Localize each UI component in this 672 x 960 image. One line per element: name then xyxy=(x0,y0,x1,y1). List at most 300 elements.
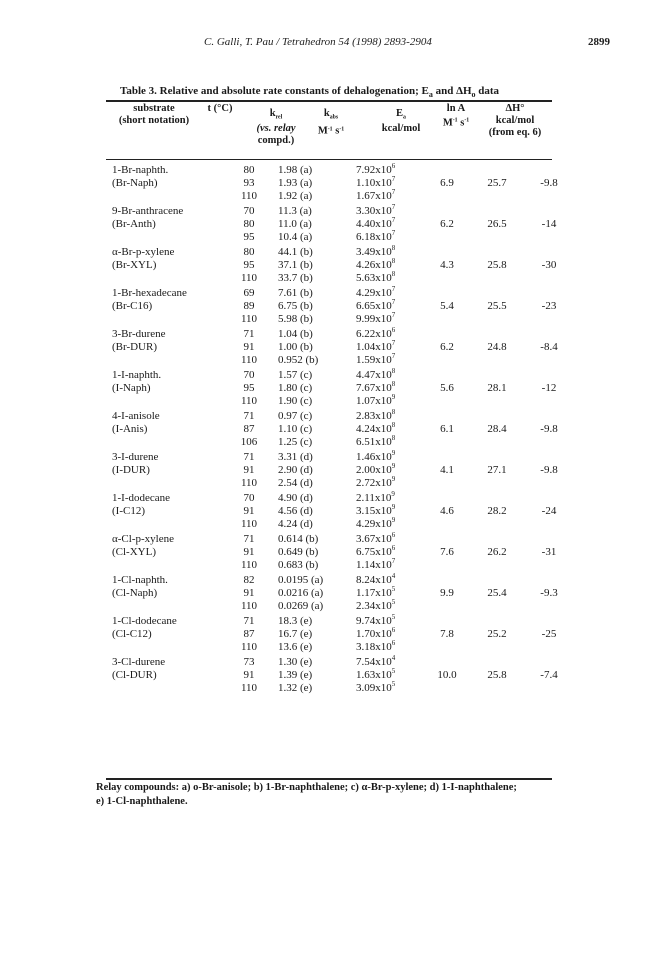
krel-cell: 3.31 (d) xyxy=(278,451,313,463)
temperature-cell: 91 xyxy=(243,505,255,517)
kabs-exponent: 8 xyxy=(391,257,396,265)
temperature-cell: 69 xyxy=(243,287,255,299)
krel-cell: 2.90 (d) xyxy=(278,464,313,476)
krel-cell: 0.614 (b) xyxy=(278,533,319,545)
dh-cell: -9.8 xyxy=(540,464,558,476)
krel-cell: 4.56 (d) xyxy=(278,505,313,517)
temperature-cell: 110 xyxy=(240,559,258,571)
dh-cell: -25 xyxy=(541,628,557,640)
temperature-cell: 70 xyxy=(243,369,255,381)
lna-empty xyxy=(472,600,522,613)
kabs-mantissa: 1.70x10 xyxy=(356,628,392,640)
dh-cell: -24 xyxy=(541,505,557,517)
ea-cell: 6.2 xyxy=(440,341,454,353)
temperature-cell: 91 xyxy=(243,669,255,681)
ea-cell: 6.9 xyxy=(440,177,454,189)
kabs-exponent: 6 xyxy=(391,544,396,552)
kabs-cell xyxy=(350,231,422,244)
temperature-cell: 89 xyxy=(243,300,255,312)
kabs-exponent: 8 xyxy=(391,270,396,278)
kabs-cell xyxy=(350,628,422,641)
lna-cell: 27.1 xyxy=(487,464,507,476)
table-row xyxy=(106,259,576,272)
dh-empty xyxy=(522,354,576,367)
table-row xyxy=(106,546,576,559)
kabs-cell xyxy=(350,341,422,354)
table-row xyxy=(106,628,576,641)
ea-empty xyxy=(422,244,472,259)
table-row xyxy=(106,272,576,285)
dh-cell: -9.8 xyxy=(540,423,558,435)
kabs-exponent: 7 xyxy=(391,557,396,565)
kabs-mantissa: 4.26x10 xyxy=(356,259,392,271)
table-row xyxy=(106,423,576,436)
temperature-cell: 87 xyxy=(243,423,255,435)
ea-cell: 4.6 xyxy=(440,505,454,517)
table-row xyxy=(106,436,576,449)
ea-empty xyxy=(422,449,472,464)
kabs-mantissa: 2.83x10 xyxy=(356,410,392,422)
lna-cell: 25.2 xyxy=(487,628,507,640)
kabs-cell xyxy=(350,218,422,231)
table-row xyxy=(106,654,576,669)
dh-cell: -9.3 xyxy=(540,587,558,599)
dh-empty xyxy=(522,203,576,218)
ea-cell: 7.8 xyxy=(440,628,454,640)
kabs-exponent: 8 xyxy=(391,421,396,429)
kabs-exponent: 4 xyxy=(391,572,396,580)
substrate-empty xyxy=(106,600,232,613)
table-row xyxy=(106,490,576,505)
kabs-exponent: 9 xyxy=(391,503,396,511)
kabs-cell xyxy=(350,669,422,682)
ea-empty xyxy=(422,203,472,218)
lna-cell: 25.5 xyxy=(487,300,507,312)
kabs-cell xyxy=(350,654,422,669)
lna-cell: 28.1 xyxy=(487,382,507,394)
kabs-mantissa: 1.07x10 xyxy=(356,395,392,407)
substrate-empty xyxy=(106,313,232,326)
kabs-cell xyxy=(350,518,422,531)
kabs-cell xyxy=(350,382,422,395)
header-substrate: substrate (short notation) xyxy=(118,103,190,126)
substrate-empty xyxy=(106,518,232,531)
kabs-mantissa: 8.24x10 xyxy=(356,574,392,586)
ea-cell: 6.1 xyxy=(440,423,454,435)
temperature-cell: 95 xyxy=(243,259,255,271)
substrate-short: (Br-Anth) xyxy=(112,218,156,230)
kabs-exponent: 8 xyxy=(391,408,396,416)
ea-empty xyxy=(422,490,472,505)
krel-cell: 1.90 (c) xyxy=(278,395,313,407)
substrate-empty xyxy=(106,272,232,285)
temperature-cell: 87 xyxy=(243,628,255,640)
substrate-empty xyxy=(106,682,232,695)
dh-cell: -12 xyxy=(541,382,557,394)
lna-empty xyxy=(472,490,522,505)
temperature-cell: 110 xyxy=(240,272,258,284)
lna-cell: 25.4 xyxy=(487,587,507,599)
temperature-cell: 110 xyxy=(240,477,258,489)
table-caption: Table 3. Relative and absolute rate constants of dehalogenation; $E_a$ and $\Delta H_o$ data xyxy=(120,85,500,100)
substrate-name: 1-I-naphth. xyxy=(112,369,162,381)
temperature-cell: 80 xyxy=(243,218,255,230)
substrate-short: (Br-XYL) xyxy=(112,259,157,271)
kabs-mantissa: 1.46x10 xyxy=(356,451,392,463)
kabs-mantissa: 6.22x10 xyxy=(356,328,392,340)
temperature-cell: 71 xyxy=(243,533,255,545)
kabs-cell xyxy=(350,162,422,177)
ea-empty xyxy=(422,231,472,244)
ea-empty xyxy=(422,285,472,300)
dh-empty xyxy=(522,244,576,259)
bottom-rule xyxy=(106,778,552,780)
lna-empty xyxy=(472,531,522,546)
temperature-cell: 91 xyxy=(243,587,255,599)
table-row xyxy=(106,382,576,395)
kabs-exponent: 9 xyxy=(391,475,396,483)
header-dh: ΔH° kcal/mol (from eq. 6) xyxy=(488,103,542,138)
substrate-empty xyxy=(106,559,232,572)
kabs-mantissa: 3.67x10 xyxy=(356,533,392,545)
lna-empty xyxy=(472,395,522,408)
table-row xyxy=(106,641,576,654)
kabs-mantissa: 1.14x10 xyxy=(356,559,392,571)
table-row xyxy=(106,300,576,313)
header-kabs: $k_{abs}$ $M^{-1}$ $s^{-1}$ xyxy=(317,108,345,137)
kabs-mantissa: 6.51x10 xyxy=(356,436,392,448)
krel-cell: 7.61 (b) xyxy=(278,287,313,299)
temperature-cell: 73 xyxy=(243,656,255,668)
substrate-name: 1-Br-hexadecane xyxy=(112,287,187,299)
temperature-cell: 91 xyxy=(243,464,255,476)
kabs-mantissa: 7.92x10 xyxy=(356,164,392,176)
krel-cell: 0.683 (b) xyxy=(278,559,319,571)
substrate-short: (Cl-DUR) xyxy=(112,669,157,681)
header-temperature: t (°C) xyxy=(207,103,233,114)
ea-empty xyxy=(422,272,472,285)
kabs-exponent: 9 xyxy=(391,462,396,470)
substrate-empty xyxy=(106,477,232,490)
ea-empty xyxy=(422,367,472,382)
table-row xyxy=(106,613,576,628)
kabs-cell xyxy=(350,559,422,572)
krel-cell: 0.0195 (a) xyxy=(278,574,324,586)
kabs-mantissa: 2.72x10 xyxy=(356,477,392,489)
kabs-cell xyxy=(350,464,422,477)
ea-empty xyxy=(422,641,472,654)
dh-empty xyxy=(522,613,576,628)
krel-cell: 0.0269 (a) xyxy=(278,600,324,612)
krel-cell: 33.7 (b) xyxy=(278,272,313,284)
substrate-empty xyxy=(106,436,232,449)
table-row xyxy=(106,682,576,695)
ea-empty xyxy=(422,162,472,177)
temperature-cell: 110 xyxy=(240,190,258,202)
dh-empty xyxy=(522,190,576,203)
krel-cell: 13.6 (e) xyxy=(278,641,313,653)
kabs-mantissa: 5.63x10 xyxy=(356,272,392,284)
footnote-line: e) 1-Cl-naphthalene. xyxy=(96,796,188,807)
header-ea: $E_a$ kcal/mol xyxy=(381,108,421,135)
kabs-exponent: 7 xyxy=(391,203,396,211)
temperature-cell: 71 xyxy=(243,615,255,627)
kabs-cell xyxy=(350,259,422,272)
kabs-exponent: 7 xyxy=(391,339,396,347)
lna-empty xyxy=(472,203,522,218)
lna-empty xyxy=(472,231,522,244)
substrate-short: (Cl-Naph) xyxy=(112,587,158,599)
lna-empty xyxy=(472,682,522,695)
kabs-exponent: 7 xyxy=(391,216,396,224)
ea-cell: 6.2 xyxy=(440,218,454,230)
kabs-cell xyxy=(350,203,422,218)
dh-cell: -30 xyxy=(541,259,557,271)
kabs-mantissa: 1.10x10 xyxy=(356,177,392,189)
kabs-cell xyxy=(350,395,422,408)
temperature-cell: 70 xyxy=(243,492,255,504)
table-row xyxy=(106,600,576,613)
dh-empty xyxy=(522,531,576,546)
dh-empty xyxy=(522,559,576,572)
kabs-exponent: 9 xyxy=(391,490,395,498)
table-row xyxy=(106,162,576,177)
kabs-cell xyxy=(350,477,422,490)
dh-cell: -8.4 xyxy=(540,341,558,353)
kabs-cell xyxy=(350,505,422,518)
kabs-cell xyxy=(350,326,422,341)
lna-empty xyxy=(472,613,522,628)
substrate-empty xyxy=(106,190,232,203)
kabs-mantissa: 7.67x10 xyxy=(356,382,392,394)
kabs-cell xyxy=(350,285,422,300)
kabs-mantissa: 3.18x10 xyxy=(356,641,392,653)
kabs-cell xyxy=(350,190,422,203)
rate-constant-table xyxy=(106,162,576,695)
table-row xyxy=(106,464,576,477)
lna-empty xyxy=(472,354,522,367)
kabs-cell xyxy=(350,367,422,382)
kabs-exponent: 5 xyxy=(391,680,396,688)
kabs-mantissa: 9.74x10 xyxy=(356,615,392,627)
header-lna: ln A $M^{-1}$ $s^{-1}$ xyxy=(442,103,470,129)
dh-empty xyxy=(522,477,576,490)
table-row xyxy=(106,518,576,531)
substrate-empty xyxy=(106,231,232,244)
krel-cell: 1.25 (c) xyxy=(278,436,313,448)
substrate-name: 1-Cl-dodecane xyxy=(112,615,177,627)
kabs-exponent: 8 xyxy=(391,244,396,252)
kabs-mantissa: 6.18x10 xyxy=(356,231,392,243)
kabs-exponent: 5 xyxy=(391,585,396,593)
ea-cell: 10.0 xyxy=(437,669,457,681)
krel-cell: 1.00 (b) xyxy=(278,341,313,353)
substrate-name: 3-I-durene xyxy=(112,451,159,463)
kabs-mantissa: 3.09x10 xyxy=(356,682,392,694)
temperature-cell: 110 xyxy=(240,600,258,612)
lna-empty xyxy=(472,408,522,423)
temperature-cell: 110 xyxy=(240,313,258,325)
header-rule xyxy=(106,159,552,160)
temperature-cell: 110 xyxy=(240,641,258,653)
table-row xyxy=(106,218,576,231)
dh-empty xyxy=(522,518,576,531)
lna-empty xyxy=(472,285,522,300)
substrate-name: 3-Br-durene xyxy=(112,328,166,340)
kabs-mantissa: 1.04x10 xyxy=(356,341,392,353)
kabs-mantissa: 3.49x10 xyxy=(356,246,392,258)
kabs-exponent: 8 xyxy=(391,434,396,442)
kabs-exponent: 9 xyxy=(391,449,396,457)
table-row xyxy=(106,587,576,600)
kabs-mantissa: 1.59x10 xyxy=(356,354,392,366)
substrate-name: 9-Br-anthracene xyxy=(112,205,184,217)
dh-empty xyxy=(522,272,576,285)
kabs-cell xyxy=(350,682,422,695)
lna-empty xyxy=(472,654,522,669)
dh-empty xyxy=(522,367,576,382)
table-row xyxy=(106,531,576,546)
ea-empty xyxy=(422,477,472,490)
substrate-name: 4-I-anisole xyxy=(112,410,160,422)
dh-empty xyxy=(522,326,576,341)
table-row xyxy=(106,408,576,423)
substrate-name: 1-Cl-naphth. xyxy=(112,574,168,586)
dh-cell: -9.8 xyxy=(540,177,558,189)
ea-empty xyxy=(422,518,472,531)
table-row xyxy=(106,505,576,518)
kabs-cell xyxy=(350,587,422,600)
kabs-cell xyxy=(350,490,422,505)
lna-empty xyxy=(472,162,522,177)
kabs-cell xyxy=(350,244,422,259)
substrate-short: (I-Naph) xyxy=(112,382,151,394)
substrate-empty xyxy=(106,354,232,367)
kabs-mantissa: 7.54x10 xyxy=(356,656,392,668)
dh-empty xyxy=(522,572,576,587)
krel-cell: 37.1 (b) xyxy=(278,259,313,271)
substrate-empty xyxy=(106,641,232,654)
dh-empty xyxy=(522,600,576,613)
substrate-short: (I-C12) xyxy=(112,505,145,517)
kabs-exponent: 6 xyxy=(391,162,396,170)
kabs-mantissa: 2.11x10 xyxy=(356,492,392,504)
lna-empty xyxy=(472,272,522,285)
kabs-mantissa: 2.00x10 xyxy=(356,464,392,476)
lna-cell: 24.8 xyxy=(487,341,507,353)
kabs-exponent: 7 xyxy=(391,311,396,319)
ea-empty xyxy=(422,395,472,408)
table-row xyxy=(106,354,576,367)
kabs-mantissa: 3.15x10 xyxy=(356,505,392,517)
ea-empty xyxy=(422,408,472,423)
krel-cell: 0.97 (c) xyxy=(278,410,313,422)
lna-empty xyxy=(472,559,522,572)
kabs-mantissa: 1.67x10 xyxy=(356,190,392,202)
ea-empty xyxy=(422,313,472,326)
kabs-exponent: 6 xyxy=(391,326,396,334)
lna-empty xyxy=(472,449,522,464)
krel-cell: 1.57 (c) xyxy=(278,369,313,381)
kabs-exponent: 6 xyxy=(391,531,396,539)
ea-empty xyxy=(422,326,472,341)
ea-cell: 7.6 xyxy=(440,546,454,558)
lna-cell: 26.5 xyxy=(487,218,507,230)
temperature-cell: 71 xyxy=(243,451,255,463)
table-row xyxy=(106,244,576,259)
dh-cell: -7.4 xyxy=(540,669,558,681)
kabs-mantissa: 4.47x10 xyxy=(356,369,392,381)
krel-cell: 1.30 (e) xyxy=(278,656,313,668)
substrate-short: (Cl-XYL) xyxy=(112,546,156,558)
table-row xyxy=(106,190,576,203)
krel-cell: 1.04 (b) xyxy=(278,328,313,340)
dh-empty xyxy=(522,436,576,449)
substrate-short: (Br-C16) xyxy=(112,300,153,312)
kabs-mantissa: 4.29x10 xyxy=(356,518,392,530)
krel-cell: 4.90 (d) xyxy=(278,492,313,504)
temperature-cell: 93 xyxy=(243,177,255,189)
table-row xyxy=(106,367,576,382)
substrate-short: (I-Anis) xyxy=(112,423,148,435)
krel-cell: 0.952 (b) xyxy=(278,354,319,366)
kabs-cell xyxy=(350,546,422,559)
kabs-exponent: 5 xyxy=(391,598,396,606)
kabs-exponent: 7 xyxy=(391,175,396,183)
kabs-exponent: 8 xyxy=(391,367,396,375)
temperature-cell: 110 xyxy=(240,518,258,530)
kabs-exponent: 5 xyxy=(391,613,396,621)
dh-empty xyxy=(522,408,576,423)
table-row xyxy=(106,177,576,190)
ea-empty xyxy=(422,572,472,587)
krel-cell: 4.24 (d) xyxy=(278,518,313,530)
kabs-cell xyxy=(350,354,422,367)
ea-cell: 9.9 xyxy=(440,587,454,599)
krel-cell: 1.39 (e) xyxy=(278,669,313,681)
running-head: C. Galli, T. Pau / Tetrahedron 54 (1998) 2893-2904 xyxy=(204,36,432,48)
table-row xyxy=(106,572,576,587)
substrate-name: α-Cl-p-xylene xyxy=(112,533,174,545)
ea-empty xyxy=(422,531,472,546)
table-row xyxy=(106,449,576,464)
krel-cell: 16.7 (e) xyxy=(278,628,313,640)
dh-empty xyxy=(522,231,576,244)
dh-empty xyxy=(522,162,576,177)
lna-empty xyxy=(472,244,522,259)
krel-cell: 1.80 (c) xyxy=(278,382,313,394)
top-rule xyxy=(106,100,552,102)
kabs-mantissa: 3.30x10 xyxy=(356,205,392,217)
table-row xyxy=(106,231,576,244)
kabs-cell xyxy=(350,600,422,613)
lna-cell: 28.4 xyxy=(487,423,507,435)
dh-empty xyxy=(522,313,576,326)
lna-empty xyxy=(472,190,522,203)
dh-empty xyxy=(522,654,576,669)
substrate-name: 3-Cl-durene xyxy=(112,656,166,668)
krel-cell: 1.92 (a) xyxy=(278,190,313,202)
temperature-cell: 95 xyxy=(243,231,255,243)
table-row xyxy=(106,477,576,490)
substrate-short: (Br-Naph) xyxy=(112,177,158,189)
kabs-cell xyxy=(350,531,422,546)
lna-cell: 25.7 xyxy=(487,177,507,189)
temperature-cell: 106 xyxy=(240,436,258,448)
temperature-cell: 70 xyxy=(243,205,255,217)
kabs-exponent: 6 xyxy=(391,639,396,647)
lna-empty xyxy=(472,572,522,587)
